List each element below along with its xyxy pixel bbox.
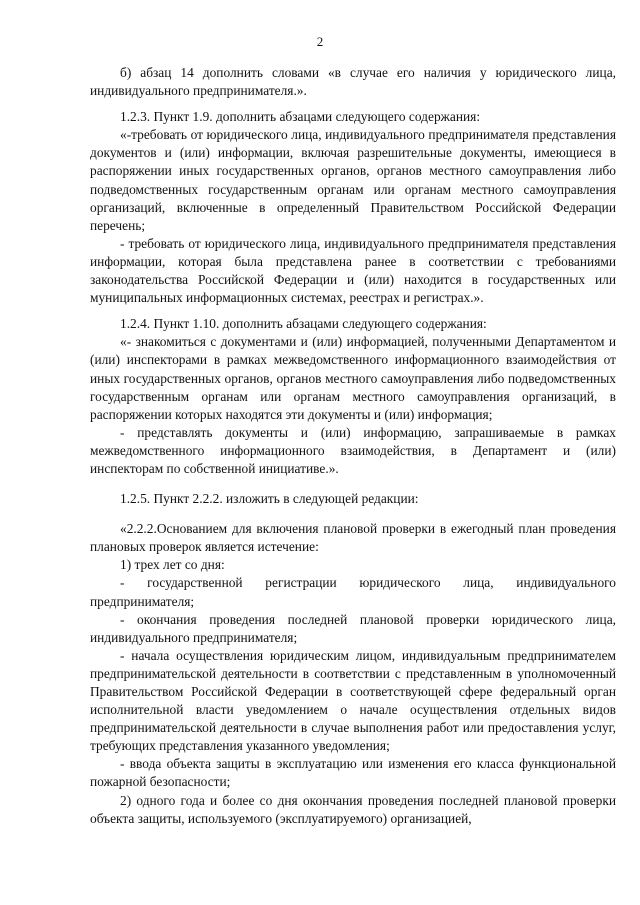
paragraph-15: 2) одного года и более со дня окончания проведения последней плановой проверки объекта защиты, используемого (эксплуатируемого) организацией, [90,792,616,826]
paragraph-3: «-требовать от юридического лица, индивидуального предпринимателя представления документов и (или) информации, включая разрешительные документы, имеющиеся в распоряжении иных государственных органов, органов местного самоуправления либо подведомственных государственным органам или органам местного самоуправления организаций, включенные в определенный Правительством Российской Федерации перечень; [90,127,616,233]
paragraph-7: - представлять документы и (или) информацию, запрашиваемые в рамках межведомственного информационного взаимодействия, в Департамент и (или) инспекторам по собственной инициативе.». [90,424,616,476]
page-number: 2 [316,34,324,49]
paragraph-10: 1) трех лет со дня: [120,557,225,573]
paragraph-12: - окончания проведения последней плановой проверки юридического лица, индивидуального предпринимателя; [90,611,616,645]
document-body [90,64,616,828]
paragraph-4: - требовать от юридического лица, индивидуального предпринимателя представления информации, которая была представлена ранее в соответствии с требованиями законодательства Российской Федерации и (или) находится в государственных или муниципальных информационных системах, реестрах и регистрах.». [90,235,616,306]
paragraph-13: - начала осуществления юридическим лицом, индивидуальным предпринимателем предпринимательской деятельности в соответствии с представленным в уполномоченный Правительством Российской Федерации в соответствующей сфере федеральный орган исполнительной власти уведомлением о начале осуществления отдельных видов предпринимательской деятельности в случае выполнения работ или предоставления услуг, требующих представления указанного уведомления; [90,647,616,754]
paragraph-2: 1.2.3. Пункт 1.9. дополнить абзацами следующего содержания: [120,109,481,125]
paragraph-6: «- знакомиться с документами и (или) информацией, полученными Департаментом и (или) инспекторами в рамках межведомственного информационного взаимодействия от иных государственных органов, органов местного самоуправления либо подведомственных государственным органам или органам местного самоуправления организаций, в распоряжении которых находятся эти документы и (или) информация; [90,334,616,422]
paragraph-5: 1.2.4. Пункт 1.10. дополнить абзацами следующего содержания: [120,316,487,332]
paragraph-14: - ввода объекта защиты в эксплуатацию или изменения его класса функциональной пожарной безопасности; [90,756,616,790]
paragraph-9: «2.2.2.Основанием для включения плановой проверки в ежегодный план проведения плановых проверок является истечение: [90,521,616,555]
paragraph-8: 1.2.5. Пункт 2.2.2. изложить в следующей редакции: [120,491,419,507]
paragraph-1: б) абзац 14 дополнить словами «в случае его наличия у юридического лица, индивидуального предпринимателя.». [90,65,616,99]
paragraph-11: - государственной регистрации юридического лица, индивидуального предпринимателя; [90,575,616,609]
